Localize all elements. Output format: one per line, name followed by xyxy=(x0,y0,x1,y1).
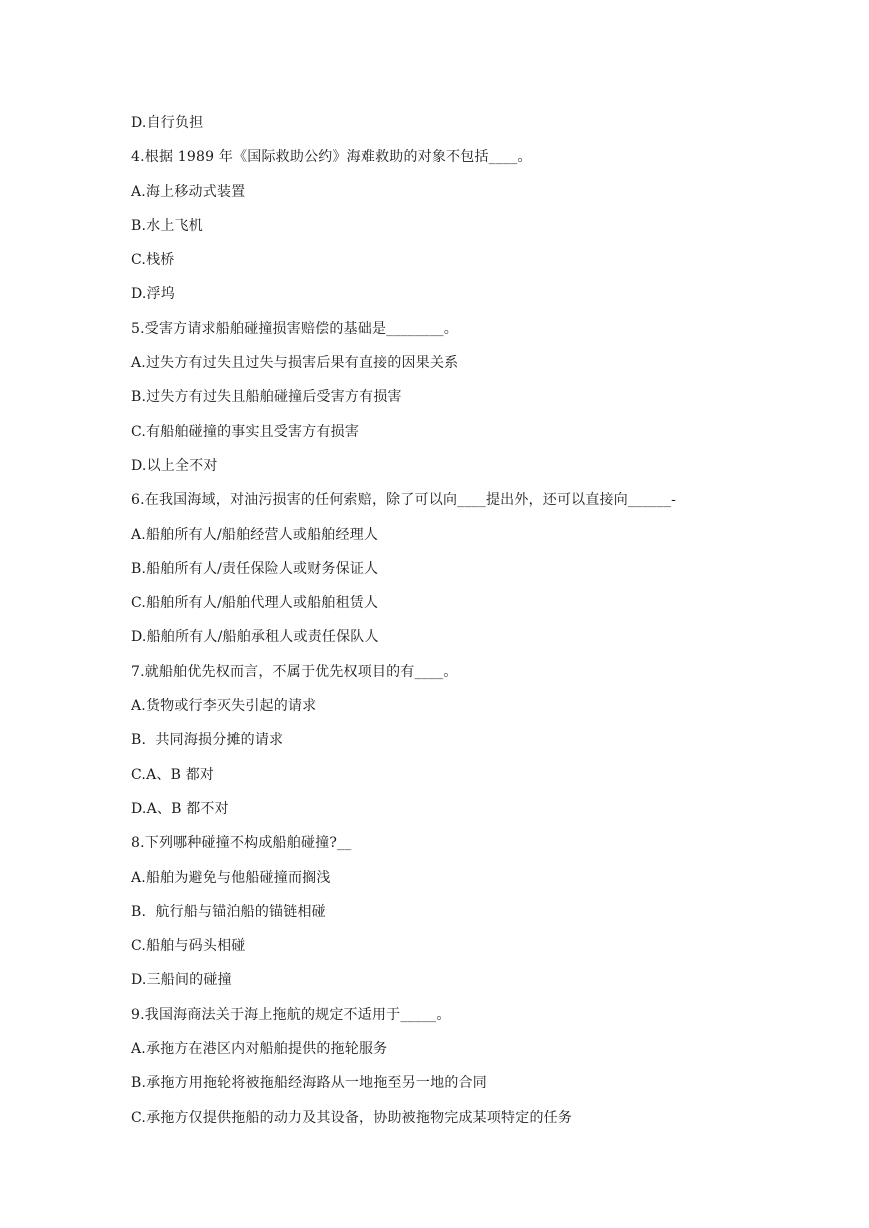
question-8: 8.下列哪种碰撞不构成船舶碰撞?__ xyxy=(131,835,352,852)
question-7: 7.就船舶优先权而言，不属于优先权项目的有____。 xyxy=(131,663,458,680)
option-a-q9: A.承拖方在港区内对船舶提供的拖轮服务 xyxy=(131,1041,388,1058)
question-5: 5.受害方请求船舶碰撞损害赔偿的基础是________。 xyxy=(131,320,458,337)
option-a-q8: A.船舶为避免与他船碰撞而搁浅 xyxy=(131,869,331,886)
option-c-q6: C.船舶所有人/船舶代理人或船舶租赁人 xyxy=(131,595,379,612)
option-c-q8: C.船舶与码头相碰 xyxy=(131,938,246,955)
option-a-q6: A.船舶所有人/船舶经营人或船舶经理人 xyxy=(131,526,379,543)
question-9: 9.我国海商法关于海上拖航的规定不适用于_____。 xyxy=(131,1006,451,1023)
option-b-q8: B. 航行船与锚泊船的锚链相碰 xyxy=(131,903,326,920)
option-a-q5: A.过失方有过失且过失与损害后果有直接的因果关系 xyxy=(131,355,459,372)
option-d-q5: D.以上全不对 xyxy=(131,457,218,474)
option-b-q6: B.船舶所有人/责任保险人或财务保证人 xyxy=(131,560,379,577)
question-4: 4.根据 1989 年《国际救助公约》海难救助的对象不包括____。 xyxy=(131,149,532,166)
option-d-q4: D.浮坞 xyxy=(131,286,175,303)
document-body xyxy=(131,111,831,1140)
option-d-q6: D.船舶所有人/船舶承租人或责任保队人 xyxy=(131,629,379,646)
option-c-q7: C.A、B 都对 xyxy=(131,766,215,783)
option-b-q5: B.过失方有过失且船舶碰撞后受害方有损害 xyxy=(131,389,402,406)
option-a-q7: A.货物或行李灭失引起的请求 xyxy=(131,698,317,715)
option-a-q4: A.海上移动式装置 xyxy=(131,183,246,200)
option-d-q8: D.三船间的碰撞 xyxy=(131,972,232,989)
question-6: 6.在我国海域，对油污损害的任何索赔，除了可以向____提出外，还可以直接向______- xyxy=(131,492,677,509)
option-b-q7: B. 共同海损分摊的请求 xyxy=(131,732,284,749)
option-b-q4: B.水上飞机 xyxy=(131,217,203,234)
option-d-q7: D.A、B 都不对 xyxy=(131,800,229,817)
option-c-q9: C.承拖方仅提供拖船的动力及其设备，协助被拖物完成某项特定的任务 xyxy=(131,1109,573,1126)
option-d-q3: D.自行负担 xyxy=(131,115,204,131)
option-c-q5: C.有船舶碰撞的事实且受害方有损害 xyxy=(131,423,360,440)
option-c-q4: C.栈桥 xyxy=(131,252,175,269)
option-b-q9: B.承拖方用拖轮将被拖船经海路从一地拖至另一地的合同 xyxy=(131,1075,487,1092)
